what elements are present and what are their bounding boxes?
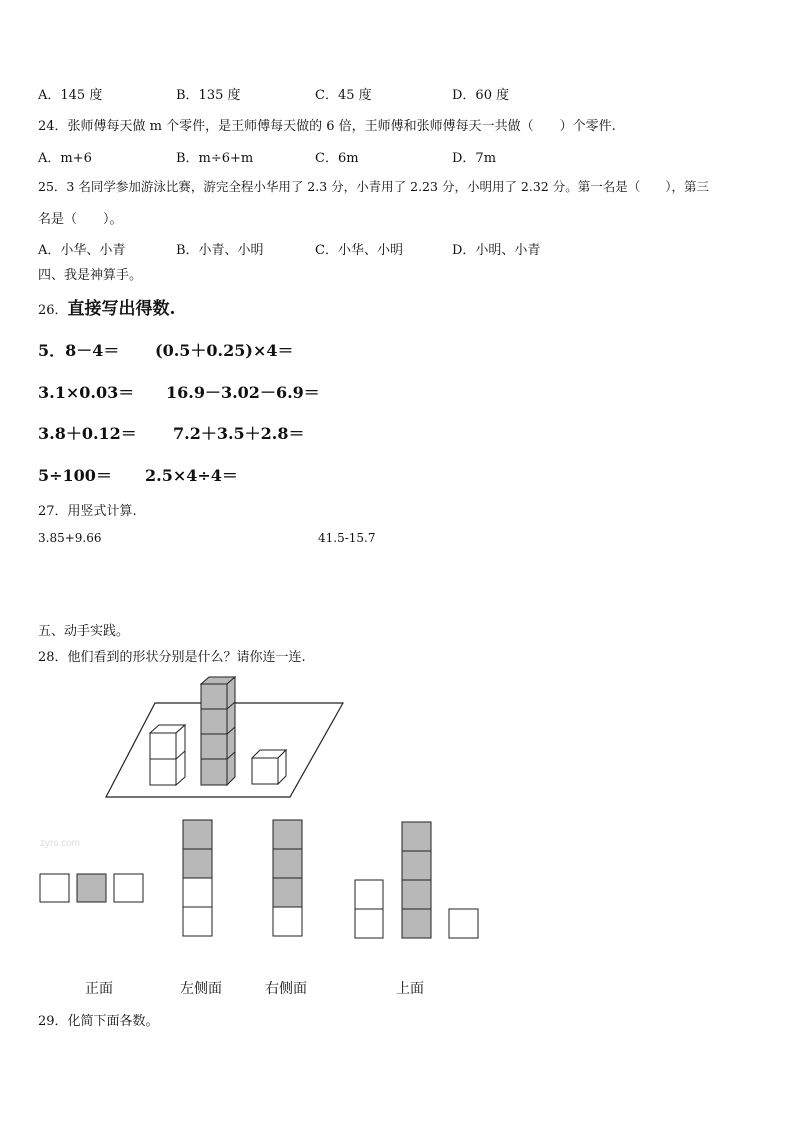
section-4-heading: 四、我是神算手。: [38, 268, 143, 283]
q25-option-c: C．小华、小明: [315, 243, 403, 258]
q23-option-a: A．145 度: [38, 88, 103, 103]
label-front: 正面: [85, 981, 113, 997]
q27-title: 27．用竖式计算.: [38, 504, 137, 519]
q27-item-2: 41.5-15.7: [318, 531, 376, 545]
q26-number: 26．: [38, 303, 68, 318]
label-top: 上面: [396, 981, 424, 997]
view-vertical-two-gray: [183, 820, 212, 936]
q24-option-d: D．7m: [452, 151, 497, 166]
q23-option-d: D．60 度: [452, 88, 510, 103]
view-vertical-three-gray: [273, 820, 302, 936]
q28-title: 28．他们看到的形状分别是什么？请你连一连.: [38, 650, 306, 665]
q26-expr-1b: (0.5＋0.25)×4＝: [155, 341, 294, 360]
q23-option-b: B．135 度: [176, 88, 241, 103]
q26-expr-4b: 2.5×4÷4＝: [145, 466, 238, 485]
q24-option-a: A．m+6: [38, 151, 92, 166]
q26-title-text: 直接写出得数.: [67, 299, 176, 319]
tall-cube-stack: [201, 677, 235, 785]
section-5-heading: 五、动手实践。: [38, 624, 130, 639]
q27-item-1: 3.85+9.66: [38, 531, 102, 545]
q26-expr-2b: 16.9－3.02－6.9＝: [166, 383, 320, 402]
label-right-side: 右侧面: [265, 981, 307, 997]
q29-title: 29．化简下面各数。: [38, 1014, 159, 1029]
view-horizontal-three: [40, 874, 143, 902]
q24-option-b: B．m÷6+m: [176, 151, 254, 166]
q26-expr-2a: 3.1×0.03＝: [38, 383, 135, 402]
q26-expr-3a: 3.8＋0.12＝: [38, 424, 137, 443]
q26-expr-3b: 7.2＋3.5＋2.8＝: [173, 424, 305, 443]
label-left-side: 左侧面: [180, 981, 222, 997]
q26-expr-1a: 5．8－4＝: [38, 341, 120, 360]
watermark: zyrs.com: [40, 838, 80, 849]
q24-question: 24．张师傅每天做 m 个零件，是王师傅每天做的 6 倍，王师傅和张师傅每天一共做（ ）个零件.: [38, 119, 616, 134]
left-cube-stack: [150, 725, 185, 785]
q23-option-c: C．45 度: [315, 88, 372, 103]
q25-question-line2: 名是（ ）。: [38, 212, 123, 227]
q25-question-line1: 25．3 名同学参加游泳比赛，游完全程小华用了 2.3 分，小青用了 2.23 分，小明用了 2.32 分。第一名是（ ），第三: [38, 179, 709, 194]
single-cube: [252, 750, 286, 784]
q24-option-c: C．6m: [315, 151, 359, 166]
q25-option-a: A．小华、小青: [38, 243, 126, 258]
q25-option-d: D．小明、小青: [452, 243, 541, 258]
q25-option-b: B．小青、小明: [176, 243, 264, 258]
view-front-composite: [355, 822, 478, 938]
q26-expr-4a: 5÷100＝: [38, 466, 112, 485]
